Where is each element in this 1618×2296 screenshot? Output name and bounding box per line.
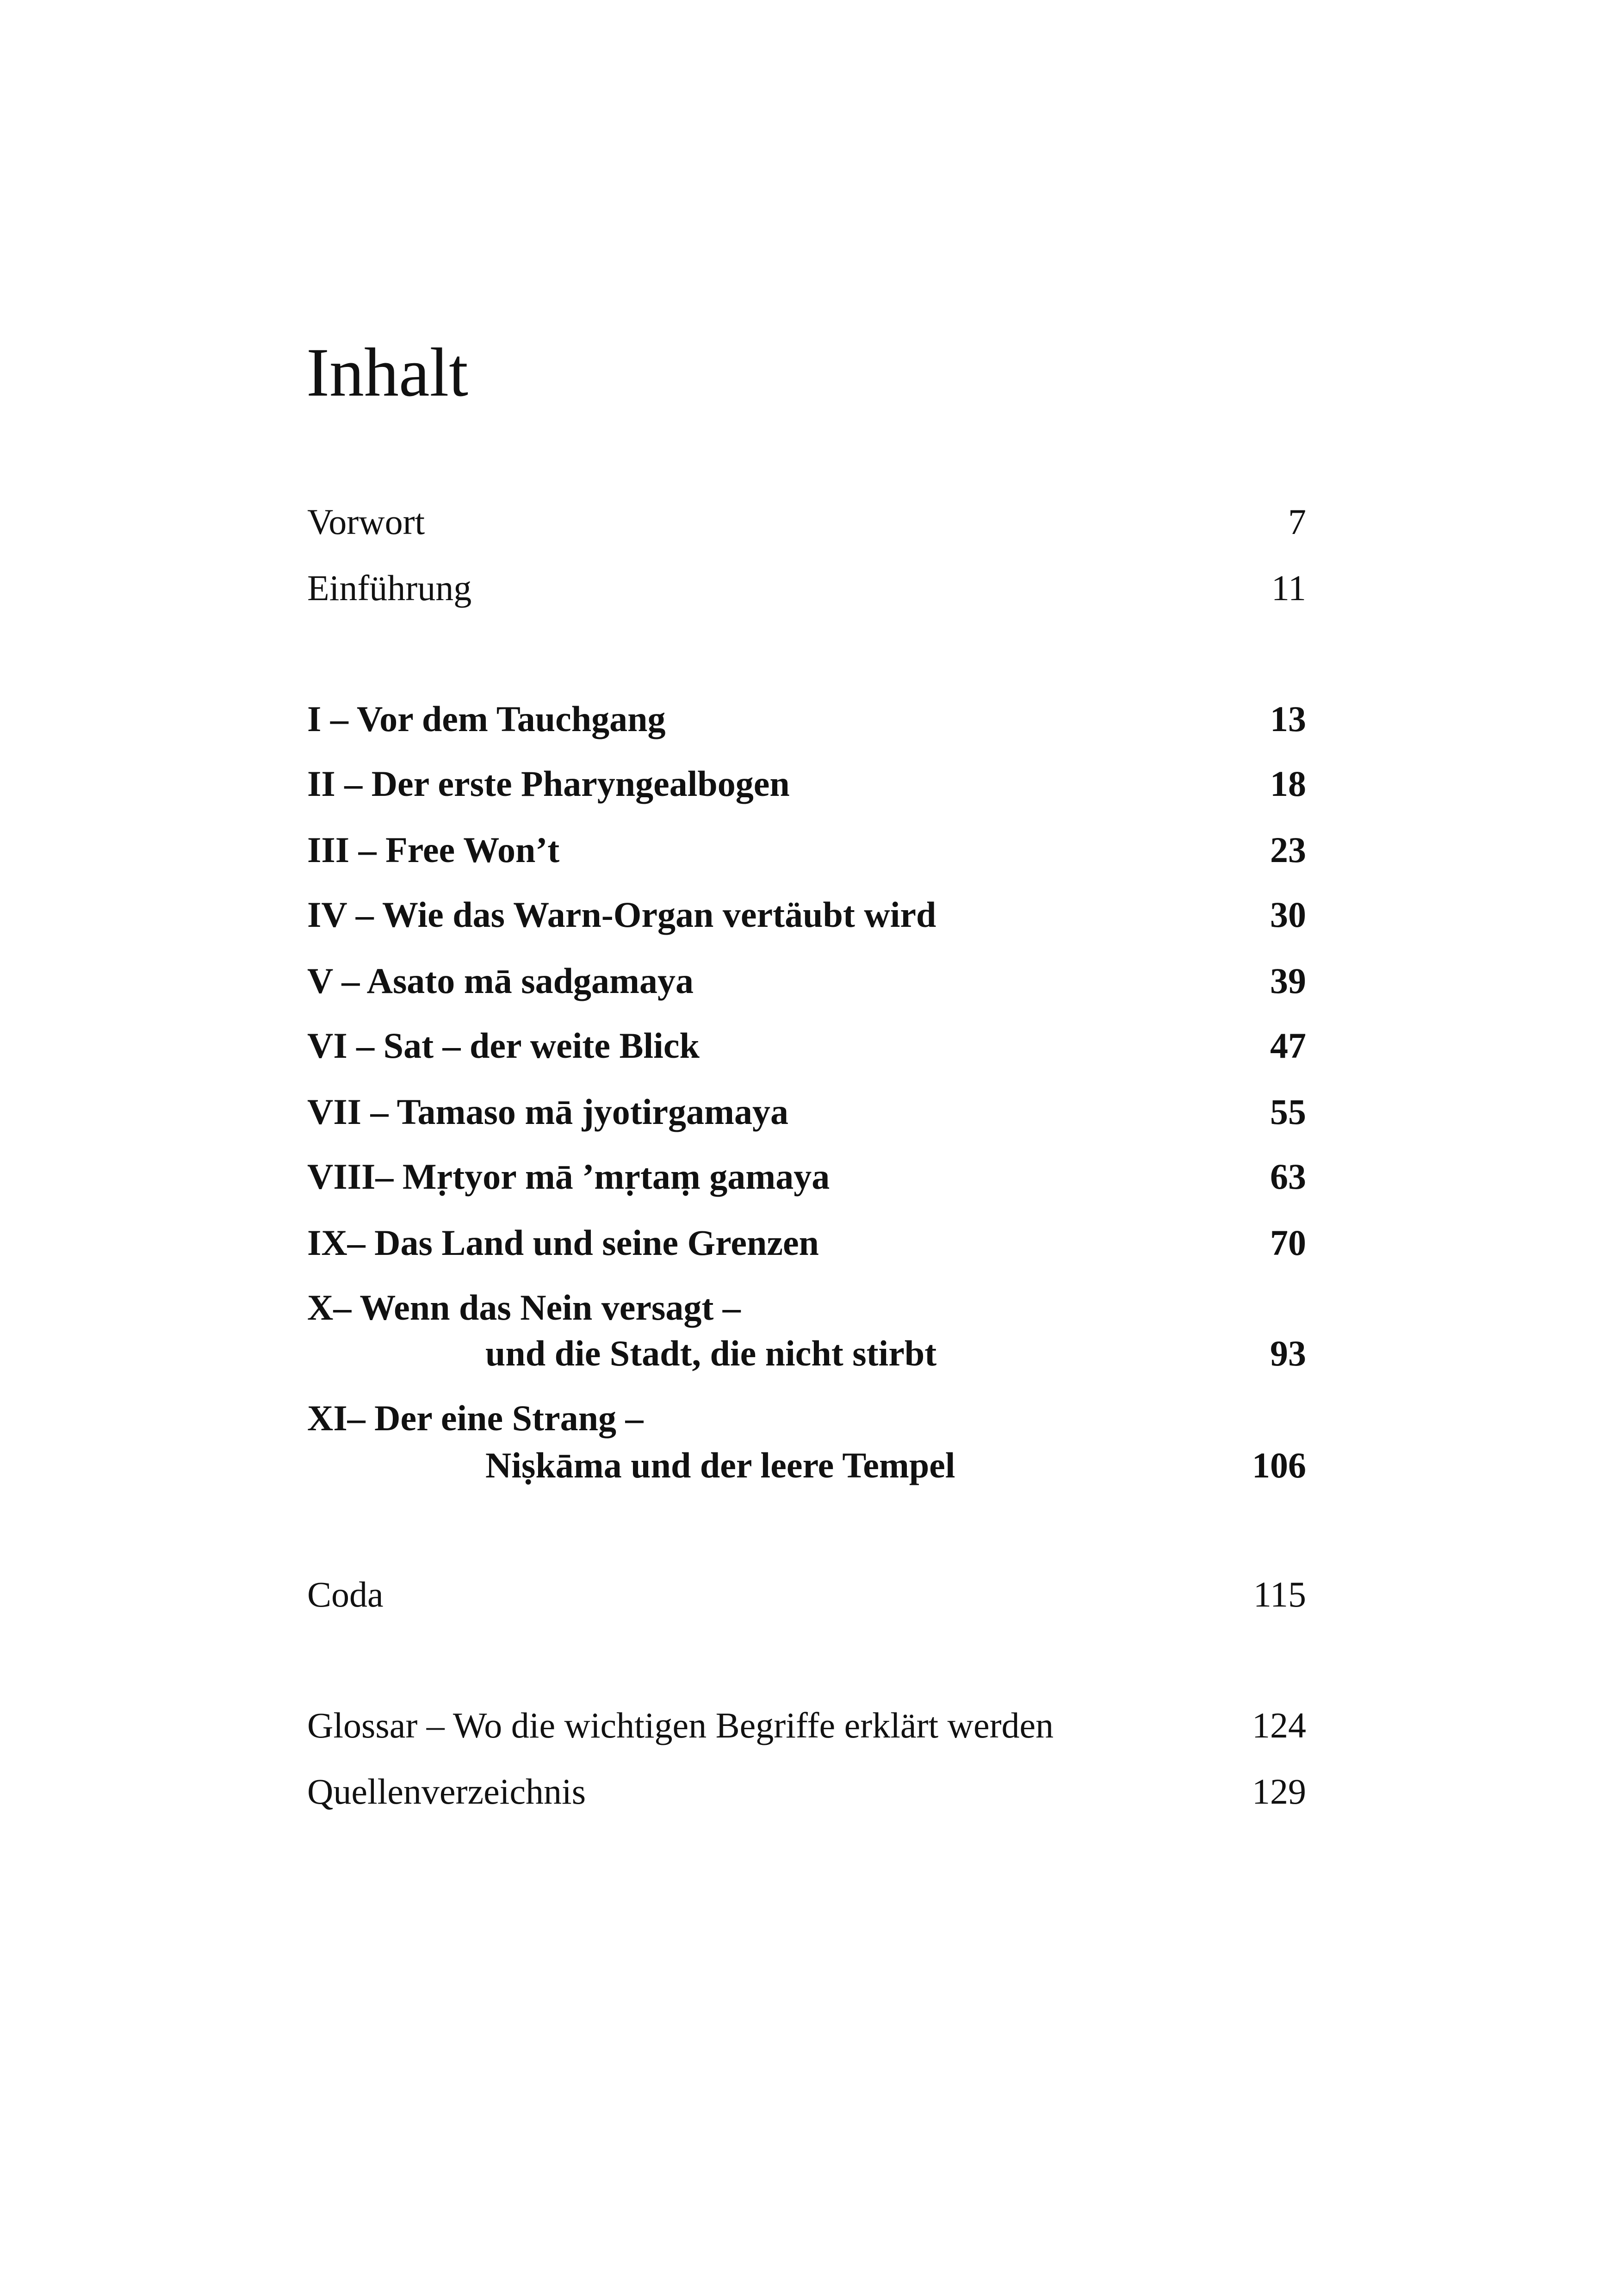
- toc-entry-vorwort: [307, 499, 1306, 545]
- page-number: 23: [1270, 830, 1306, 870]
- entry-title: III – Free Won’t: [307, 830, 560, 870]
- toc-entry-chapter-9: [307, 1220, 1306, 1266]
- page-number: 106: [1252, 1445, 1306, 1485]
- entry-title: Glossar – Wo die wichtigen Begriffe erklärt werden: [307, 1705, 1054, 1745]
- toc-entry-chapter-11-line1: XI– Der eine Strang –: [307, 1398, 644, 1438]
- toc-entry-coda: [307, 1571, 1306, 1618]
- entry-title: Einführung: [307, 568, 472, 608]
- page-number: 18: [1270, 763, 1306, 804]
- toc-entry-einfuehrung: [307, 565, 1306, 611]
- page-number: 124: [1252, 1705, 1306, 1745]
- toc-entry-glossar: [307, 1702, 1306, 1749]
- toc-entry-chapter-7: [307, 1089, 1306, 1135]
- entry-title-continuation: Niṣkāma und der leere Tempel: [485, 1445, 955, 1485]
- entry-title: I – Vor dem Tauchgang: [307, 699, 666, 739]
- entry-title: Coda: [307, 1574, 384, 1614]
- entry-title: II – Der erste Pharyngealbogen: [307, 763, 790, 804]
- page-number: 13: [1270, 699, 1306, 739]
- toc-entry-chapter-5: [307, 958, 1306, 1004]
- toc-entry-chapter-6: [307, 1023, 1306, 1069]
- toc-entry-chapter-4: [307, 892, 1306, 938]
- entry-title: VI – Sat – der weite Blick: [307, 1025, 700, 1066]
- entry-title: V – Asato mā sadgamaya: [307, 961, 694, 1001]
- page-number: 70: [1270, 1222, 1306, 1263]
- page-number: 55: [1270, 1092, 1306, 1132]
- page-number: 93: [1270, 1333, 1306, 1373]
- page-number: 39: [1270, 961, 1306, 1001]
- toc-entry-chapter-2: [307, 761, 1306, 807]
- toc-entry-chapter-3: [307, 827, 1306, 873]
- page-number: 129: [1252, 1771, 1306, 1812]
- toc-entry-chapter-10-line1: X– Wenn das Nein versagt –: [307, 1287, 741, 1328]
- page-number: 47: [1270, 1025, 1306, 1066]
- entry-title: VII – Tamaso mā jyotirgamaya: [307, 1092, 789, 1132]
- entry-title: Quellenverzeichnis: [307, 1771, 586, 1812]
- page-number: 30: [1270, 894, 1306, 935]
- toc-entry-chapter-11: [307, 1442, 1306, 1489]
- entry-title: IV – Wie das Warn-Organ vertäubt wird: [307, 894, 936, 935]
- entry-title: IX– Das Land und seine Grenzen: [307, 1222, 819, 1263]
- page-number: 115: [1253, 1574, 1306, 1614]
- entry-title: Vorwort: [307, 502, 425, 542]
- toc-entry-quellenverzeichnis: [307, 1769, 1306, 1815]
- entry-title-continuation: und die Stadt, die nicht stirbt: [485, 1333, 937, 1373]
- page-number: 63: [1270, 1156, 1306, 1197]
- toc-entry-chapter-10: [307, 1330, 1306, 1377]
- toc-entry-chapter-1: [307, 696, 1306, 742]
- page-number: 7: [1288, 502, 1306, 542]
- toc-entry-chapter-8: [307, 1154, 1306, 1200]
- page-title: Inhalt: [306, 334, 468, 411]
- page-number: 11: [1271, 568, 1306, 608]
- entry-title: VIII– Mṛtyor mā ’mṛtaṃ gamaya: [307, 1156, 830, 1197]
